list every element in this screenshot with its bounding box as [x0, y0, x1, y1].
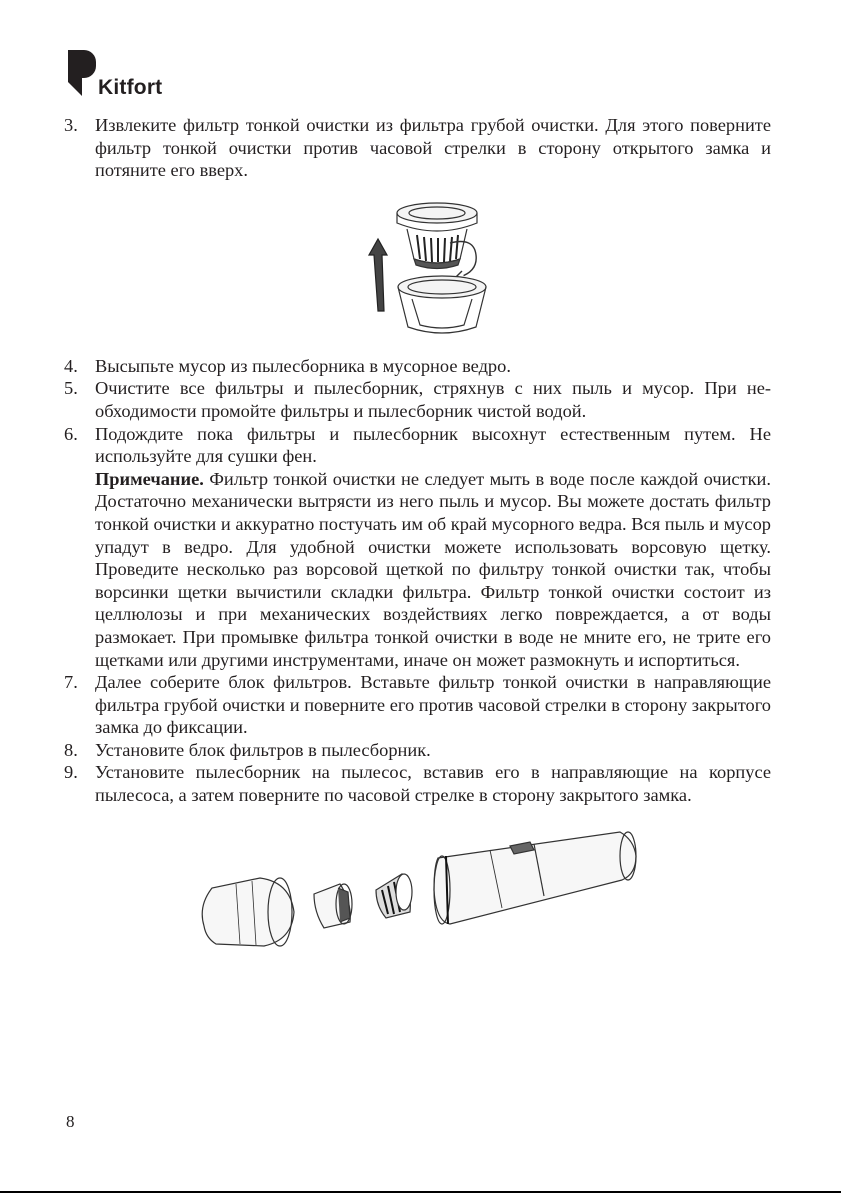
vacuum-assembly-illustration [190, 826, 645, 956]
note-text: Фильтр тонкой очистки не следует мыть в воде после каждой очистки. Достаточно механически вытрясти из него пыль и мусор. Вы можете достать фильтр тонкой очистки и аккуратно постучать им об край мусорного ведра. Вся пыль и мусор упадут в ведро. Для удобной очистки можете использовать ворсовую щетку. Проведите несколько раз ворсовой щеткой по фильтру тонкой очистки так, чтобы ворсинки щетки вычистили складки фильтра. Фильтр тонкой очистки состоит из целлюлозы и при механических воздействиях легко повреждается, а от воды размокает. При промывке фильтра тонкой очистки в воде не мните его, не трите его щетками или другими инструментами, иначе он может размокнуть и испортиться. [95, 468, 771, 670]
note-paragraph [64, 468, 771, 671]
item-number: 9. [64, 762, 78, 783]
item-number: 4. [64, 355, 78, 376]
kitfort-logo-icon [68, 50, 96, 96]
list-item [64, 114, 771, 182]
item-text: Извлеките фильтр тонкой очистки из фильтра грубой очистки. Для этого поверните фильтр тонкой очистки против часовой стрелки в сторону открытого замка и потяните его вверх. [95, 115, 771, 181]
item-text: Очистите все фильтры и пылесборник, стряхнув с них пыль и мусор. При необходимости промойте фильтры и пылесборник чистой водой. [95, 378, 771, 421]
item-text: Установите блок фильтров в пылесборник. [95, 739, 431, 760]
note-label: Примечание. [95, 468, 204, 489]
item-number: 5. [64, 378, 78, 399]
list-item [64, 739, 771, 762]
page-number: 8 [66, 1112, 75, 1131]
list-item [64, 671, 771, 739]
item-text: Высыпьте мусор из пылесборника в мусорное ведро. [95, 355, 511, 376]
list-item [64, 377, 771, 422]
item-text: Установите пылесборник на пылесос, вставив его в направляющие на корпусе пылесоса, а затем поверните по часовой стрелке в сторону закрытого замка. [95, 762, 771, 806]
item-number: 7. [64, 672, 78, 693]
item-number: 6. [64, 423, 78, 444]
filter-removal-illustration [362, 199, 502, 341]
item-number: 3. [64, 115, 78, 135]
item-text: Далее соберите блок фильтров. Вставьте фильтр тонкой очистки в направляющие фильтра грубой очистки и поверните его против часовой стрелки в сторону закрытого замка до фиксации. [95, 672, 771, 738]
list-item [64, 355, 771, 378]
item-text: Подождите пока фильтры и пылесборник высохнут естественным путем. Не используйте для сушки фен. [95, 423, 771, 467]
list-item [64, 423, 771, 468]
instructions [64, 114, 771, 807]
item-number: 8. [64, 739, 78, 760]
brand-name: Kitfort [98, 76, 163, 99]
list-item [64, 761, 771, 806]
brand-logo [68, 50, 178, 100]
